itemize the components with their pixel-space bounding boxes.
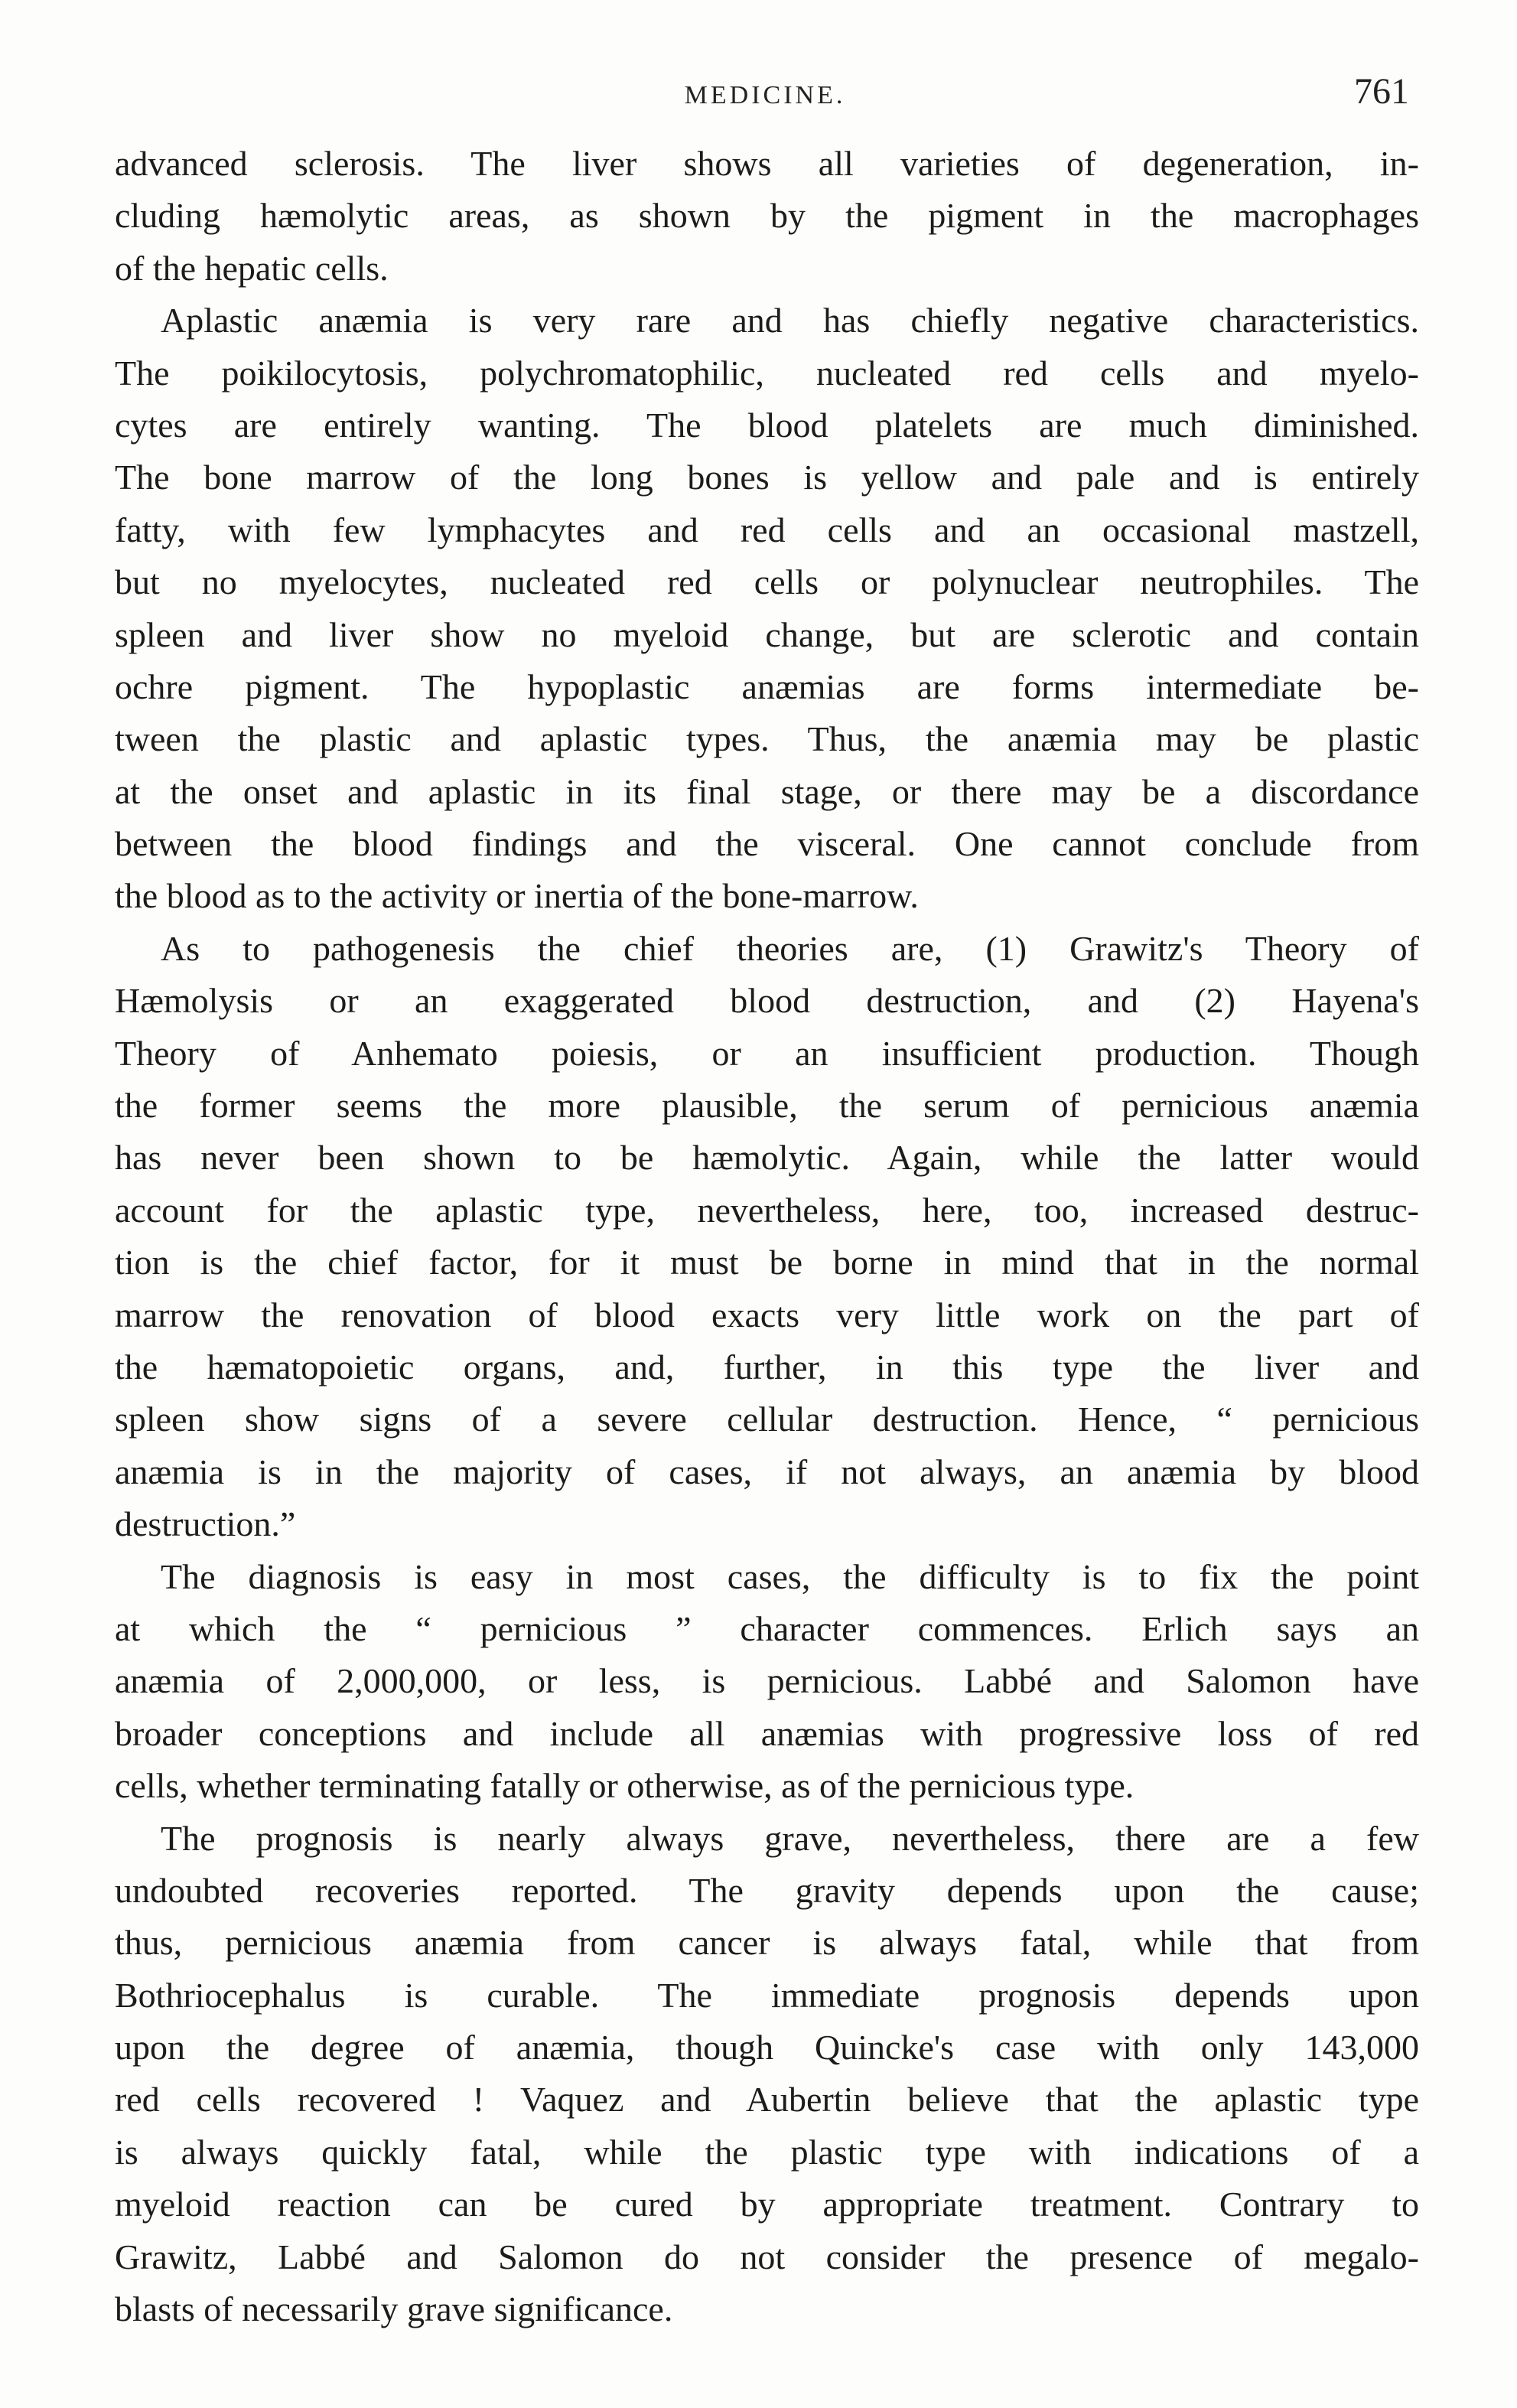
text-line: Bothriocephalus is curable. The immediate prognosis depends upon [115,1975,1419,2015]
text-line: the former seems the more plausible, the serum of pernicious anæmia [115,1086,1419,1126]
text-line: Grawitz, Labbé and Salomon do not consider the presence of megalo- [115,2237,1419,2276]
text-line: spleen show signs of a severe cellular destruction. Hence, “ pernicious [115,1400,1419,1439]
text-line: between the blood findings and the visceral. One cannot conclude from [115,824,1419,864]
text-line: spleen and liver show no myeloid change, but are sclerotic and contain [115,614,1419,654]
text-line: destruction.” [115,1504,296,1544]
text-line: advanced sclerosis. The liver shows all varieties of degeneration, in- [115,144,1419,183]
text-line: tween the plastic and aplastic types. Thus, the anæmia may be plastic [115,719,1419,759]
text-line: As to pathogenesis the chief theories are, (1) Grawitz's Theory of [161,928,1419,968]
paragraph-prognosis [115,1813,1419,2336]
text-line: Aplastic anæmia is very rare and has chiefly negative characteristics. [161,301,1419,341]
text-line: anæmia of 2,000,000, or less, is pernicious. Labbé and Salomon have [115,1661,1419,1701]
text-line: myeloid reaction can be cured by appropriate treatment. Contrary to [115,2185,1419,2224]
text-line: upon the degree of anæmia, though Quincke's case with only 143,000 [115,2028,1419,2067]
text-line: thus, pernicious anæmia from cancer is always fatal, while that from [115,1923,1419,1963]
text-line: the hæmatopoietic organs, and, further, in this type the liver and [115,1347,1419,1386]
text-line: cells, whether terminating fatally or otherwise, as of the pernicious type. [115,1766,1134,1806]
text-line: The diagnosis is easy in most cases, the difficulty is to fix the point [161,1556,1419,1596]
paragraph-aplastic-anaemia [115,295,1419,923]
text-line: but no myelocytes, nucleated red cells or polynuclear neutrophiles. The [115,562,1419,602]
text-line: broader conceptions and include all anæmias with progressive loss of red [115,1713,1419,1753]
text-line: undoubted recoveries reported. The gravity depends upon the cause; [115,1870,1419,1910]
text-line: cluding hæmolytic areas, as shown by the pigment in the macrophages [115,196,1419,236]
text-line: ochre pigment. The hypoplastic anæmias are forms intermediate be- [115,666,1419,706]
running-title: MEDICINE. [684,81,846,109]
paragraph-continuation [115,138,1419,295]
text-line: blasts of necessarily grave significance. [115,2289,673,2329]
text-line: anæmia is in the majority of cases, if not always, an anæmia by blood [115,1452,1419,1491]
text-line: Theory of Anhemato poiesis, or an insufficient production. Though [115,1033,1419,1073]
text-line: The prognosis is nearly always grave, nevertheless, there are a few [161,1818,1419,1858]
text-line: red cells recovered ! Vaquez and Aubertin believe that the aplastic type [115,2080,1419,2120]
paragraph-diagnosis [115,1551,1419,1813]
body-text [115,138,1419,2335]
text-line: cytes are entirely wanting. The blood platelets are much diminished. [115,405,1419,445]
text-line: The poikilocytosis, polychromatophilic, nucleated red cells and myelo- [115,353,1419,393]
paragraph-pathogenesis [115,923,1419,1551]
text-line: at which the “ pernicious ” character commences. Erlich says an [115,1608,1419,1648]
text-line: The bone marrow of the long bones is yellow and pale and is entirely [115,458,1419,497]
running-head [115,70,1415,116]
text-line: of the hepatic cells. [115,248,389,288]
text-line: is always quickly fatal, while the plastic type with indications of a [115,2132,1419,2172]
text-line: marrow the renovation of blood exacts very little work on the part of [115,1295,1419,1334]
text-line: tion is the chief factor, for it must be borne in mind that in the normal [115,1243,1419,1282]
text-line: Hæmolysis or an exaggerated blood destruction, and (2) Hayena's [115,981,1419,1021]
text-line: fatty, with few lymphacytes and red cells and an occasional mastzell, [115,510,1419,549]
text-line: account for the aplastic type, nevertheless, here, too, increased destruc- [115,1190,1419,1230]
text-line: has never been shown to be hæmolytic. Again, while the latter would [115,1138,1419,1178]
text-line: the blood as to the activity or inertia of the bone-marrow. [115,876,919,916]
page-number: 761 [1354,71,1409,112]
text-line: at the onset and aplastic in its final stage, or there may be a discordance [115,771,1419,811]
